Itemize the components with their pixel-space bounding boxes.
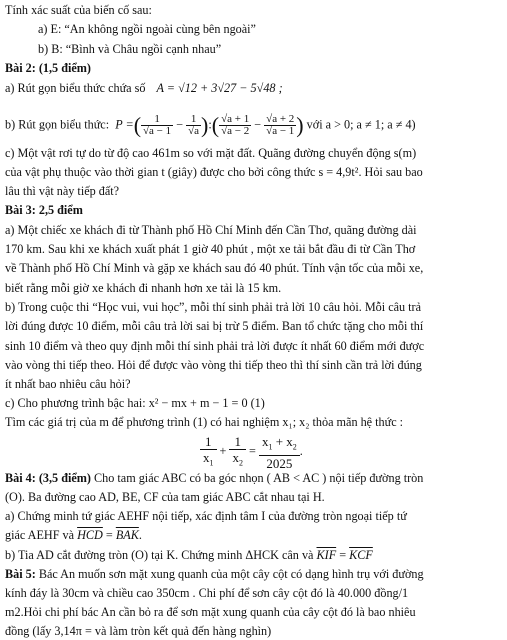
text: Cho tam giác ABC có ba góc nhọn ( AB < AC ) nội tiếp đường tròn — [94, 471, 424, 485]
text: giác AEHF và — [5, 528, 75, 542]
text-line: sinh 10 điểm và theo quy định mỗi thí sinh phải trả lời được ít nhất 60 điểm mới được — [5, 339, 425, 353]
text-line: Tìm các giá trị của m để phương trình (1) có hai nghiệm x₁; x₂ thỏa mãn hệ thức : — [5, 415, 404, 429]
text-line: a) Một chiếc xe khách đi từ Thành phố Hồ Chí Minh đến Cần Thơ, quãng đường dài — [5, 223, 417, 237]
condition: với a > 0; a ≠ 1; a ≠ 4) — [306, 117, 416, 132]
text-line: a) E: “An không ngồi ngoài cùng bên ngoài” — [38, 22, 256, 36]
text: a) Rút gọn biểu thức chứa số — [5, 81, 146, 95]
equation: $\frac{1}{x_1}$ + $\frac{1}{x_2}$ = $\frac{x_1 + x_2}{2025}$ . — [200, 434, 303, 471]
text-line: về Thành phố Hồ Chí Minh và gặp xe khách sau đó 40 phút. Tính vận tốc của mỗi xe, — [5, 261, 424, 275]
text-line: kính đáy là 30cm và chiều cao 350cm . Chi phí để sơn cây cột đó là 40.000 đồng/1 — [5, 586, 409, 600]
section-heading: Bài 4: (3,5 điểm) — [5, 471, 91, 485]
text-line: 170 km. Sau khi xe khách xuất phát 1 giờ 40 phút , một xe tải bắt đầu đi từ Cần Thơ — [5, 242, 416, 256]
text: Bác An muốn sơn mặt xung quanh của một cây cột có dạng hình trụ với đường — [38, 567, 424, 581]
text-line — [5, 567, 424, 581]
text-line: a) Chứng minh tứ giác AEHF nội tiếp, xác định tâm I của đường tròn ngoại tiếp tứ — [5, 509, 407, 523]
text-line: c) Cho phương trình bậc hai: x² − mx + m − 1 = 0 (1) — [5, 396, 265, 410]
angle: $\overline{KCF}$ — [349, 548, 373, 562]
text-line: b) Trong cuộc thi “Học vui, vui học”, mỗi thí sinh phải trả lời 10 câu hỏi. Mỗi câu trả — [5, 300, 422, 314]
section-heading: Bài 3: 2,5 điểm — [5, 203, 83, 217]
text-line: c) Một vật rơi tự do từ độ cao 461m so với mặt đất. Quãng đường chuyển động s(m) — [5, 146, 417, 160]
text-line: vào vòng thi tiếp theo. Hỏi để được vào vòng thi tiếp theo thì thí sinh cần trả lời đúng — [5, 358, 422, 372]
text-line: ít nhất bao nhiêu câu hỏi? — [5, 377, 131, 391]
text: b) Rút gọn biểu thức: — [5, 117, 110, 132]
text-line: giác AEHF và $\overline{HCD} = \overline{BAK}$. — [5, 528, 142, 542]
arc: $\overline{BAK}$ — [115, 528, 139, 542]
text-line: b) Tia AD cắt đường tròn (O) tại K. Chứng minh ΔHCK cân và $\overline{KIF} = \overline{KCF}$ — [5, 548, 373, 562]
formula: A = √12 + 3√27 − 5√48 ; — [156, 81, 283, 95]
denominator: 2025 — [266, 455, 293, 471]
formula-line: b) Rút gọn biểu thức: P =( $\frac{1}{√a - 1}$ − $\frac{1}{√a}$ ):( $\frac{√a + 1}{√a - 2}$ − $\frac{√a + 2}{√a - 1}$ ) với a > 0; a ≠ 1; a ≠ 4) — [5, 112, 416, 138]
text: b) Tia AD cắt đường tròn (O) tại K. Chứng minh ΔHCK cân và — [5, 548, 314, 562]
section-heading: Bài 2: (1,5 điểm) — [5, 61, 91, 75]
text-line: lời đúng được 10 điểm, mỗi câu trả lời sai bị trừ 5 điểm. Ban tổ chức tặng cho mỗi thí — [5, 319, 424, 333]
text-line: lâu thì vật này tiếp đất? — [5, 184, 120, 198]
text-line — [5, 81, 283, 95]
text-line — [5, 471, 423, 485]
text-line: đồng (lấy 3,14π = và làm tròn kết quả đến hàng nghìn) — [5, 624, 272, 638]
text-line: Tính xác suất của biến cố sau: — [5, 3, 152, 17]
formula-p: P = — [112, 117, 134, 132]
text-line: của vật phụ thuộc vào thời gian t (giây) được cho bởi công thức s = 4,9t². Hỏi sau bao — [5, 165, 423, 179]
arc: $\overline{HCD}$ — [77, 528, 103, 542]
text-line: b) B: “Bình và Châu ngồi cạnh nhau” — [38, 42, 222, 56]
text-line: m2.Hỏi chi phí bác An cần bỏ ra để sơn mặt xung quanh của cây cột đó là bao nhiêu — [5, 605, 416, 619]
section-heading: Bài 5: — [5, 567, 36, 581]
text-line: (O). Ba đường cao AD, BE, CF của tam giác ABC cắt nhau tại H. — [5, 490, 325, 504]
angle: $\overline{KIF}$ — [316, 548, 337, 562]
text-line: biết rằng mỗi giờ xe khách đi nhanh hơn xe tải là 15 km. — [5, 281, 282, 295]
